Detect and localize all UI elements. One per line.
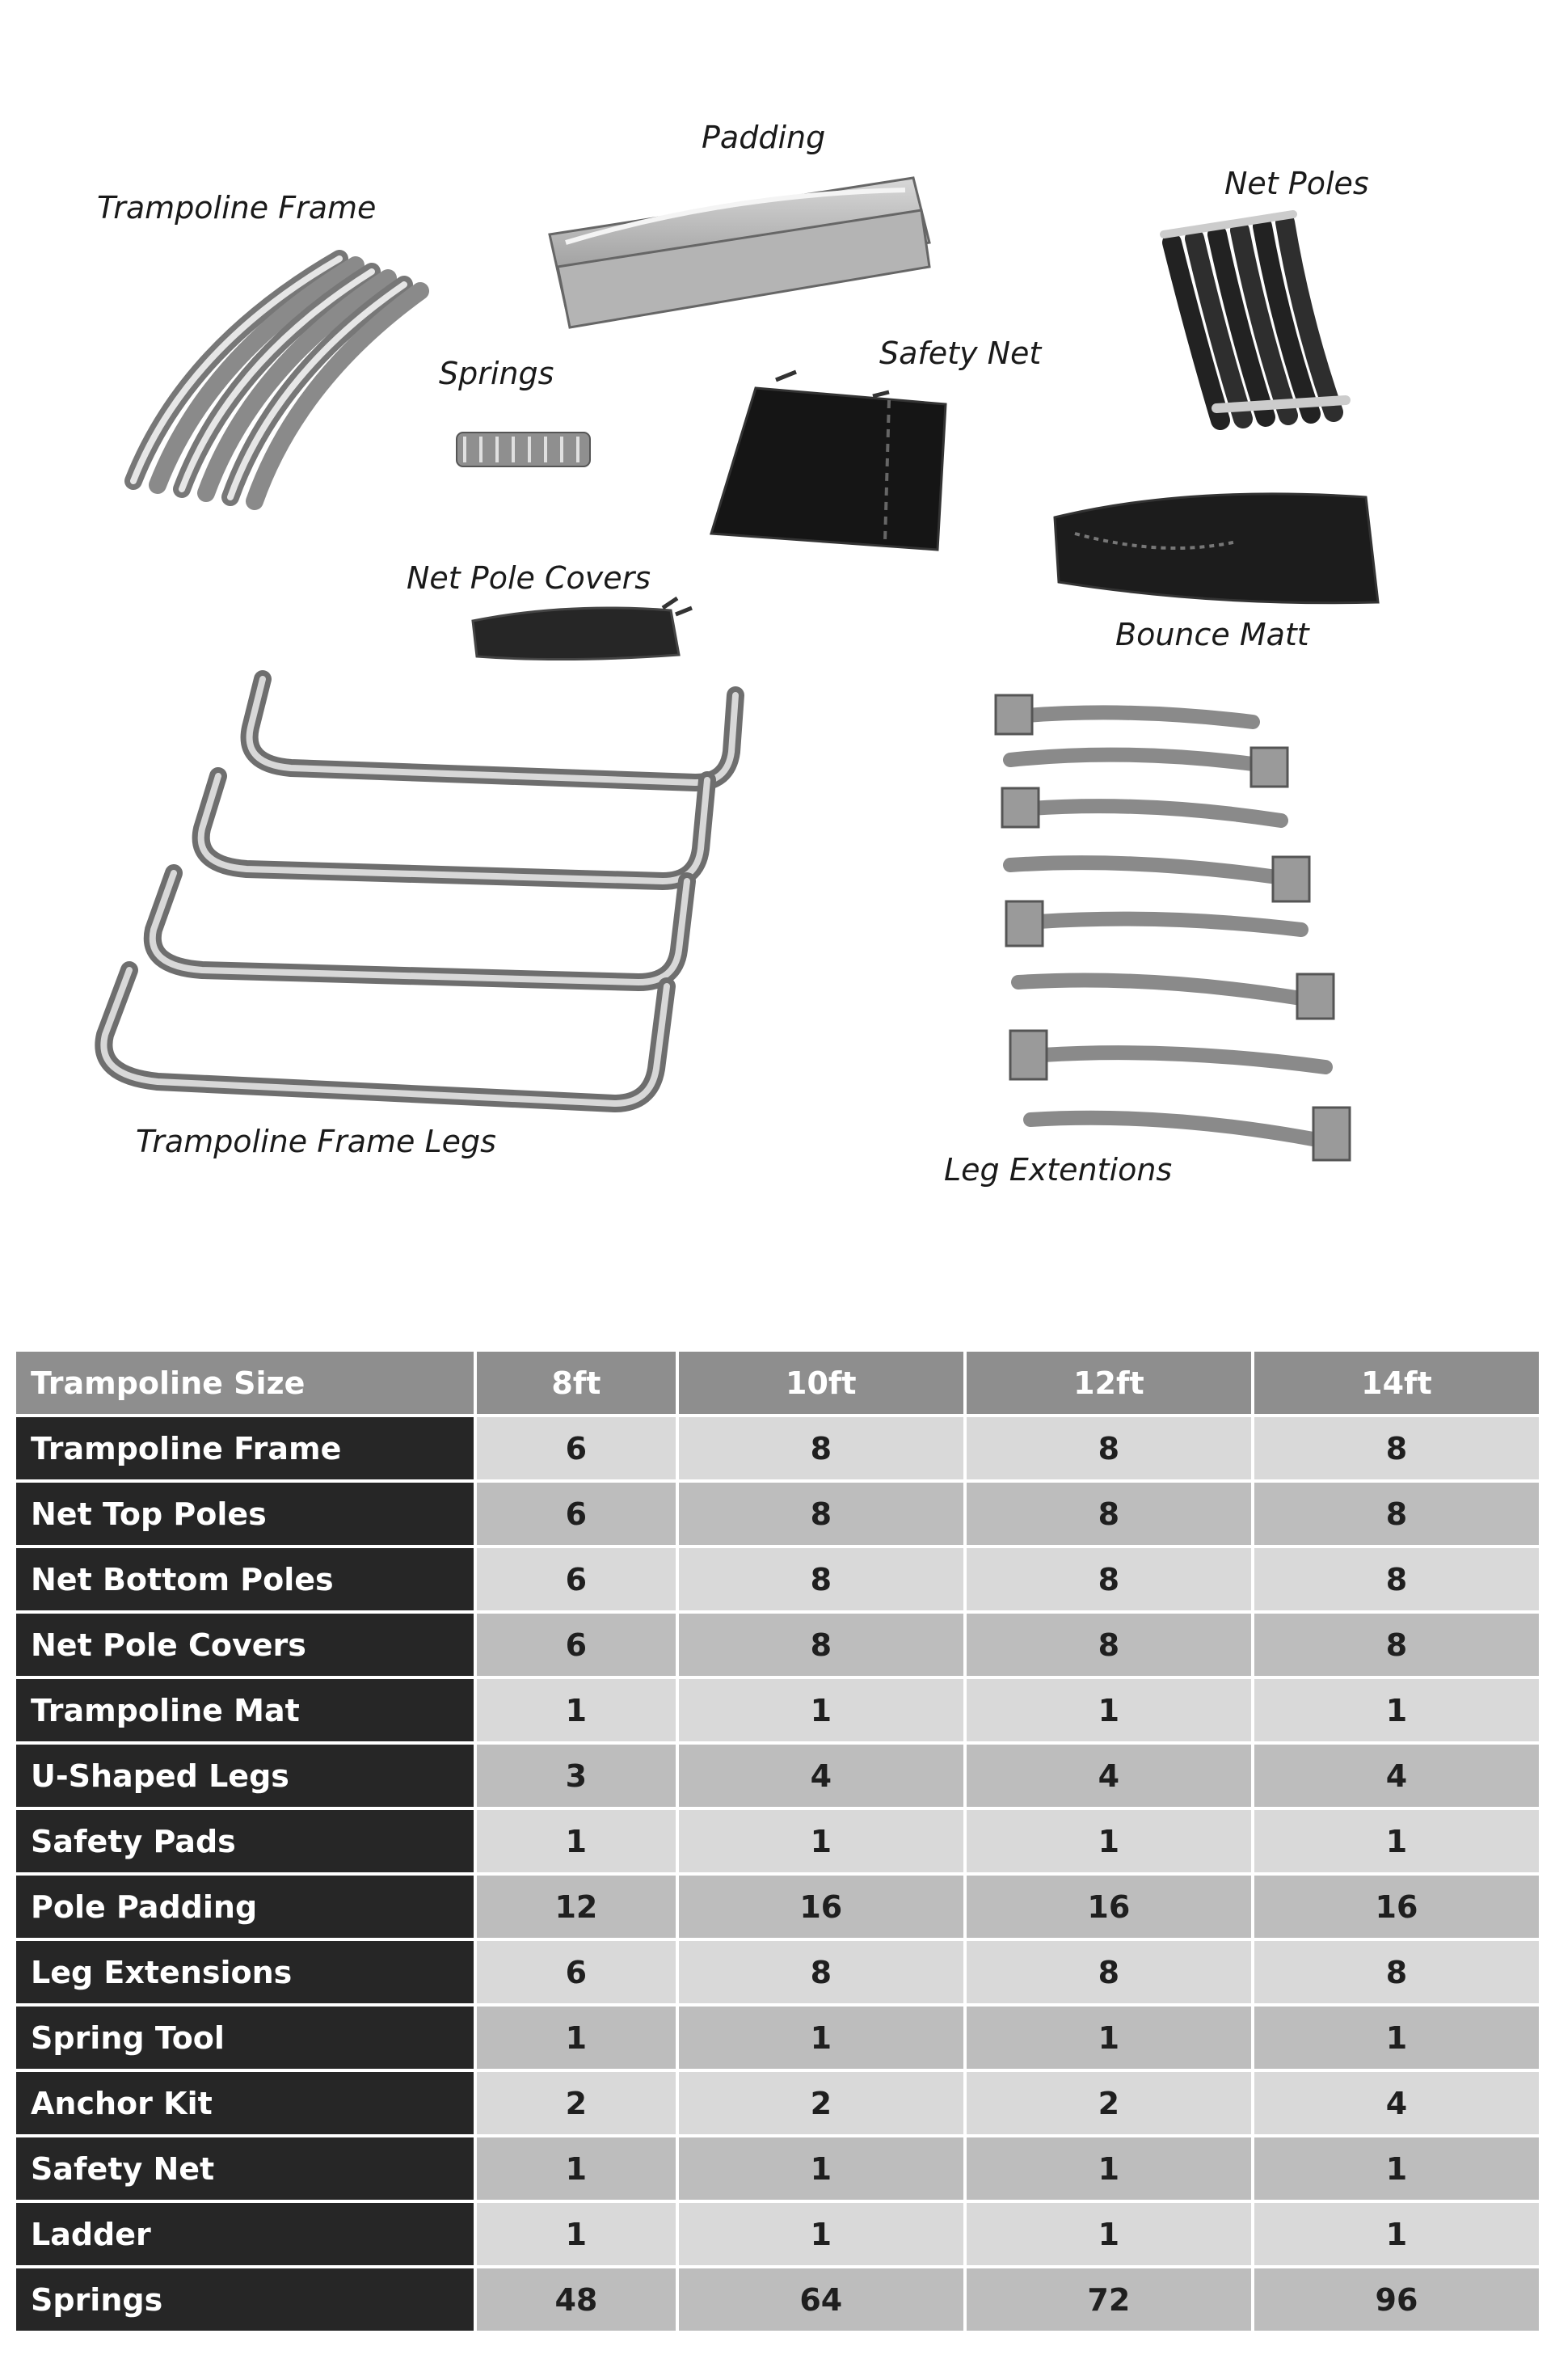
row-label: Safety Net xyxy=(16,2137,474,2200)
table-cell: 8 xyxy=(967,1941,1251,2003)
trampoline-frame-legs-label: Trampoline Frame Legs xyxy=(136,1124,496,1159)
table-cell: 1 xyxy=(1254,2137,1539,2200)
table-cell: 1 xyxy=(1254,2203,1539,2265)
table-cell: 6 xyxy=(477,1614,676,1676)
springs-label: Springs xyxy=(439,356,554,391)
table-row xyxy=(16,1876,1539,1938)
table-cell: 8 xyxy=(967,1548,1251,1610)
table-cell: 6 xyxy=(477,1548,676,1610)
table-cell: 4 xyxy=(679,1745,963,1807)
row-label: Trampoline Frame xyxy=(16,1417,474,1479)
trampoline-frame-label: Trampoline Frame xyxy=(97,190,377,226)
header-cell: Trampoline Size xyxy=(16,1352,474,1414)
table-cell: 8 xyxy=(967,1417,1251,1479)
row-label: Trampoline Mat xyxy=(16,1679,474,1741)
table-row xyxy=(16,1941,1539,2003)
row-label: Net Bottom Poles xyxy=(16,1548,474,1610)
table-cell: 1 xyxy=(477,2007,676,2069)
leg-extentions-image xyxy=(996,695,1350,1160)
table-cell: 8 xyxy=(679,1548,963,1610)
row-label: Net Top Poles xyxy=(16,1483,474,1545)
frame-legs-image xyxy=(103,679,735,1103)
net-pole-covers-image xyxy=(473,598,692,660)
net-pole-covers-label: Net Pole Covers xyxy=(407,560,651,596)
row-label: Spring Tool xyxy=(16,2007,474,2069)
parts-table xyxy=(13,1348,1542,2334)
table-cell: 96 xyxy=(1254,2268,1539,2331)
row-label: Anchor Kit xyxy=(16,2072,474,2134)
table-cell: 1 xyxy=(1254,1810,1539,1872)
table-row xyxy=(16,1548,1539,1610)
table-cell: 8 xyxy=(967,1614,1251,1676)
table-cell: 6 xyxy=(477,1417,676,1479)
table-cell: 1 xyxy=(967,2203,1251,2265)
table-row xyxy=(16,2072,1539,2134)
table-cell: 1 xyxy=(679,1679,963,1741)
table-cell: 2 xyxy=(967,2072,1251,2134)
table-row xyxy=(16,1417,1539,1479)
table-cell: 1 xyxy=(477,2203,676,2265)
table-cell: 1 xyxy=(967,1679,1251,1741)
header-cell: 8ft xyxy=(477,1352,676,1414)
table-cell: 64 xyxy=(679,2268,963,2331)
table-cell: 8 xyxy=(679,1483,963,1545)
row-label: Springs xyxy=(16,2268,474,2331)
safety-net-image xyxy=(711,372,946,550)
table-row xyxy=(16,2268,1539,2331)
table-row xyxy=(16,2203,1539,2265)
table-cell: 16 xyxy=(1254,1876,1539,1938)
net-poles-image xyxy=(1164,214,1346,420)
net-poles-label: Net Poles xyxy=(1224,166,1369,201)
table-cell: 6 xyxy=(477,1941,676,2003)
table-cell: 1 xyxy=(477,1679,676,1741)
table-cell: 8 xyxy=(679,1941,963,2003)
table-cell: 1 xyxy=(477,2137,676,2200)
table-cell: 8 xyxy=(1254,1941,1539,2003)
table-cell: 1 xyxy=(1254,1679,1539,1741)
table-cell: 8 xyxy=(1254,1614,1539,1676)
header-cell: 12ft xyxy=(967,1352,1251,1414)
table-cell: 1 xyxy=(679,1810,963,1872)
table-row xyxy=(16,2007,1539,2069)
table-row xyxy=(16,1745,1539,1807)
table-cell: 8 xyxy=(679,1614,963,1676)
padding-label: Padding xyxy=(702,120,826,155)
table-row xyxy=(16,1614,1539,1676)
table-cell: 2 xyxy=(679,2072,963,2134)
row-label: Ladder xyxy=(16,2203,474,2265)
table-cell: 12 xyxy=(477,1876,676,1938)
table-cell: 1 xyxy=(679,2007,963,2069)
row-label: Net Pole Covers xyxy=(16,1614,474,1676)
table-cell: 1 xyxy=(679,2137,963,2200)
table-cell: 4 xyxy=(1254,2072,1539,2134)
table-row xyxy=(16,1483,1539,1545)
table-cell: 48 xyxy=(477,2268,676,2331)
table-cell: 16 xyxy=(967,1876,1251,1938)
table-cell: 8 xyxy=(1254,1483,1539,1545)
table-cell: 72 xyxy=(967,2268,1251,2331)
table-row xyxy=(16,1810,1539,1872)
table-cell: 8 xyxy=(1254,1417,1539,1479)
padding-image xyxy=(550,178,929,327)
table-cell: 2 xyxy=(477,2072,676,2134)
table-row xyxy=(16,1679,1539,1741)
springs-image xyxy=(457,433,590,466)
table-cell: 6 xyxy=(477,1483,676,1545)
table-cell: 1 xyxy=(679,2203,963,2265)
table-cell: 4 xyxy=(967,1745,1251,1807)
row-label: U-Shaped Legs xyxy=(16,1745,474,1807)
table-cell: 1 xyxy=(477,1810,676,1872)
table-cell: 8 xyxy=(679,1417,963,1479)
trampoline-frame-image xyxy=(133,259,420,501)
table-cell: 8 xyxy=(1254,1548,1539,1610)
table-cell: 1 xyxy=(967,2137,1251,2200)
bounce-matt-label: Bounce Matt xyxy=(1115,617,1309,652)
table-row xyxy=(16,2137,1539,2200)
table-cell: 1 xyxy=(967,2007,1251,2069)
leg-extentions-label: Leg Extentions xyxy=(944,1152,1173,1188)
header-cell: 14ft xyxy=(1254,1352,1539,1414)
bounce-matt-image xyxy=(1055,494,1378,603)
safety-net-label: Safety Net xyxy=(879,335,1042,371)
row-label: Leg Extensions xyxy=(16,1941,474,2003)
header-cell: 10ft xyxy=(679,1352,963,1414)
table-cell: 3 xyxy=(477,1745,676,1807)
table-body xyxy=(16,1417,1539,2331)
table-cell: 16 xyxy=(679,1876,963,1938)
row-label: Pole Padding xyxy=(16,1876,474,1938)
table-cell: 8 xyxy=(967,1483,1251,1545)
row-label: Safety Pads xyxy=(16,1810,474,1872)
table-cell: 4 xyxy=(1254,1745,1539,1807)
table-cell: 1 xyxy=(1254,2007,1539,2069)
table-cell: 1 xyxy=(967,1810,1251,1872)
table-header-row xyxy=(16,1352,1539,1414)
